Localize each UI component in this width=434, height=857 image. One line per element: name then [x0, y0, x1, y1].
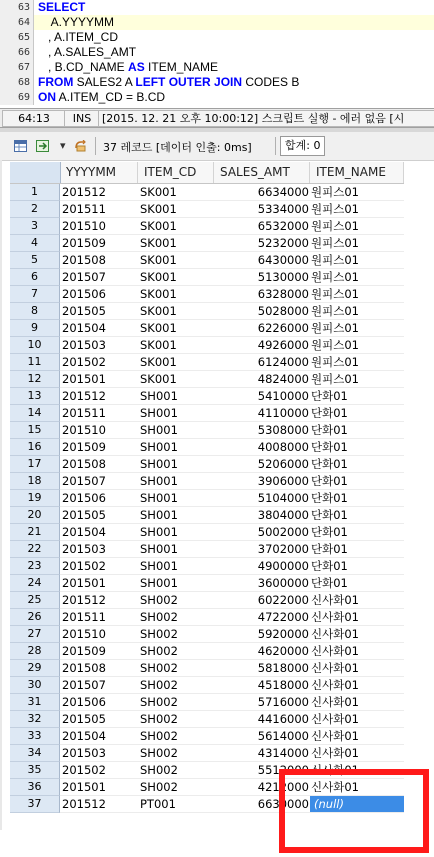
cell-sales-amt[interactable]: 5104000: [214, 490, 310, 507]
cell-yyyymm[interactable]: 201501: [60, 371, 138, 388]
cell-yyyymm[interactable]: 201511: [60, 201, 138, 218]
row-number[interactable]: 31: [10, 694, 60, 711]
column-header-item-cd[interactable]: ITEM_CD: [138, 162, 214, 183]
table-row[interactable]: [10, 592, 404, 609]
cell-item-cd[interactable]: SH001: [138, 490, 214, 507]
sql-text: SALES2 A: [73, 75, 136, 89]
cell-item-name[interactable]: 신사화01: [310, 626, 404, 643]
cell-yyyymm[interactable]: 201502: [60, 558, 138, 575]
cell-item-name[interactable]: 신사화01: [310, 609, 404, 626]
row-number[interactable]: 28: [10, 643, 60, 660]
cell-yyyymm[interactable]: 201503: [60, 745, 138, 762]
cell-sales-amt[interactable]: 6124000: [214, 354, 310, 371]
row-number[interactable]: 14: [10, 405, 60, 422]
cell-yyyymm[interactable]: 201512: [60, 388, 138, 405]
cell-item-cd[interactable]: SH002: [138, 711, 214, 728]
code-text: [38, 75, 299, 90]
cell-item-cd[interactable]: SH002: [138, 643, 214, 660]
table-row[interactable]: [10, 388, 404, 405]
sql-text: , A.ITEM_CD: [38, 30, 119, 44]
table-row[interactable]: [10, 405, 404, 422]
cell-item-name[interactable]: 단화01: [310, 422, 404, 439]
cell-sales-amt[interactable]: 6226000: [214, 320, 310, 337]
code-line[interactable]: [0, 45, 434, 60]
cell-sales-amt[interactable]: 5920000: [214, 626, 310, 643]
cell-item-name[interactable]: 단화01: [310, 541, 404, 558]
cell-yyyymm[interactable]: 201512: [60, 592, 138, 609]
table-row[interactable]: [10, 235, 404, 252]
code-text: [38, 60, 218, 75]
column-header-yyyymm[interactable]: YYYYMM: [60, 162, 138, 183]
table-row[interactable]: [10, 286, 404, 303]
cell-item-name[interactable]: 단화01: [310, 439, 404, 456]
cell-item-name[interactable]: 원피스01: [310, 337, 404, 354]
column-header-item-name[interactable]: ITEM_NAME: [310, 162, 404, 183]
cell-item-name[interactable]: 원피스01: [310, 320, 404, 337]
cell-yyyymm[interactable]: 201505: [60, 303, 138, 320]
cell-sales-amt[interactable]: 6634000: [214, 184, 310, 201]
cell-item-cd[interactable]: SH002: [138, 626, 214, 643]
cell-sales-amt[interactable]: 4110000: [214, 405, 310, 422]
cell-item-cd[interactable]: SH001: [138, 575, 214, 592]
row-number[interactable]: 13: [10, 388, 60, 405]
cell-yyyymm[interactable]: 201507: [60, 677, 138, 694]
table-row[interactable]: [10, 507, 404, 524]
table-row[interactable]: [10, 252, 404, 269]
cell-yyyymm[interactable]: 201510: [60, 218, 138, 235]
cell-yyyymm[interactable]: 201511: [60, 609, 138, 626]
cell-yyyymm[interactable]: 201502: [60, 354, 138, 371]
cell-sales-amt[interactable]: 4212000: [214, 779, 310, 796]
cell-item-cd[interactable]: SK001: [138, 337, 214, 354]
highlight-box: [279, 769, 429, 853]
table-row[interactable]: [10, 439, 404, 456]
grid-view-icon[interactable]: [14, 140, 27, 152]
row-number[interactable]: 27: [10, 626, 60, 643]
cell-sales-amt[interactable]: 5512000: [214, 762, 310, 779]
code-text: [38, 45, 136, 60]
cell-item-cd[interactable]: SH001: [138, 524, 214, 541]
record-count: 37 레코드 [데이터 인출: 0ms]: [103, 141, 252, 154]
cell-yyyymm[interactable]: 201501: [60, 779, 138, 796]
column-header-sales-amt[interactable]: SALES_AMT: [214, 162, 310, 183]
row-number[interactable]: 6: [10, 269, 60, 286]
code-line[interactable]: [0, 90, 434, 105]
table-row[interactable]: [10, 728, 404, 745]
table-row[interactable]: [10, 626, 404, 643]
table-row[interactable]: [10, 745, 404, 762]
cell-item-cd[interactable]: SH002: [138, 592, 214, 609]
row-number[interactable]: 34: [10, 745, 60, 762]
cell-item-name[interactable]: 신사화01: [310, 677, 404, 694]
cell-sales-amt[interactable]: 6630000: [214, 796, 310, 813]
row-number[interactable]: 23: [10, 558, 60, 575]
cell-item-name[interactable]: (null): [310, 796, 404, 813]
cell-sales-amt[interactable]: 6328000: [214, 286, 310, 303]
line-number: 69: [0, 90, 34, 105]
cell-sales-amt[interactable]: 5232000: [214, 235, 310, 252]
cell-item-cd[interactable]: SK001: [138, 354, 214, 371]
table-row[interactable]: [10, 609, 404, 626]
row-number[interactable]: 37: [10, 796, 60, 813]
table-row[interactable]: [10, 524, 404, 541]
cell-item-cd[interactable]: SK001: [138, 235, 214, 252]
cell-item-name[interactable]: 원피스01: [310, 354, 404, 371]
cell-item-cd[interactable]: SK001: [138, 371, 214, 388]
cell-sales-amt[interactable]: 6532000: [214, 218, 310, 235]
sql-text: , B.CD_NAME: [38, 60, 129, 74]
sql-text: CODES B: [242, 75, 300, 89]
row-number[interactable]: 8: [10, 303, 60, 320]
cell-item-name[interactable]: 원피스01: [310, 252, 404, 269]
cell-item-cd[interactable]: SH001: [138, 422, 214, 439]
row-number[interactable]: 20: [10, 507, 60, 524]
row-number[interactable]: 21: [10, 524, 60, 541]
select-all-corner[interactable]: [10, 162, 61, 183]
cell-sales-amt[interactable]: 4416000: [214, 711, 310, 728]
refresh-icon[interactable]: [74, 140, 87, 152]
row-number[interactable]: 17: [10, 456, 60, 473]
cell-sales-amt[interactable]: 5818000: [214, 660, 310, 677]
cell-item-name[interactable]: 신사화01: [310, 728, 404, 745]
row-number[interactable]: 11: [10, 354, 60, 371]
cell-item-name[interactable]: 단화01: [310, 405, 404, 422]
cell-item-cd[interactable]: SK001: [138, 201, 214, 218]
sql-text: A.ITEM_CD = B.CD: [56, 90, 166, 104]
cell-yyyymm[interactable]: 201505: [60, 711, 138, 728]
code-line[interactable]: [0, 30, 434, 45]
code-line[interactable]: [0, 0, 434, 15]
row-number[interactable]: 19: [10, 490, 60, 507]
table-row[interactable]: [10, 218, 404, 235]
sum-field[interactable]: 합계: 0: [280, 136, 325, 156]
cell-item-cd[interactable]: SH002: [138, 677, 214, 694]
cell-item-cd[interactable]: SH001: [138, 456, 214, 473]
cell-item-cd[interactable]: SK001: [138, 184, 214, 201]
table-row[interactable]: [10, 303, 404, 320]
cell-yyyymm[interactable]: 201509: [60, 643, 138, 660]
cell-item-cd[interactable]: SH001: [138, 388, 214, 405]
sql-editor[interactable]: [0, 0, 434, 108]
code-line[interactable]: [0, 60, 434, 75]
row-number[interactable]: 30: [10, 677, 60, 694]
cell-yyyymm[interactable]: 201510: [60, 422, 138, 439]
cell-yyyymm[interactable]: 201507: [60, 269, 138, 286]
cursor-position: 64:13: [2, 110, 66, 127]
cell-item-name[interactable]: 원피스01: [310, 371, 404, 388]
table-row[interactable]: [10, 490, 404, 507]
table-row[interactable]: [10, 337, 404, 354]
row-number[interactable]: 33: [10, 728, 60, 745]
table-row[interactable]: [10, 456, 404, 473]
cell-yyyymm[interactable]: 201505: [60, 507, 138, 524]
cell-item-name[interactable]: 원피스01: [310, 184, 404, 201]
cell-item-name[interactable]: 신사화01: [310, 660, 404, 677]
table-row[interactable]: [10, 354, 404, 371]
cell-item-cd[interactable]: SH002: [138, 609, 214, 626]
cell-sales-amt[interactable]: 6430000: [214, 252, 310, 269]
line-number: 67: [0, 60, 34, 75]
table-row[interactable]: [10, 422, 404, 439]
cell-item-name[interactable]: 단화01: [310, 473, 404, 490]
cell-sales-amt[interactable]: 4824000: [214, 371, 310, 388]
cell-sales-amt[interactable]: 4314000: [214, 745, 310, 762]
sql-text: , A.SALES_AMT: [38, 45, 137, 59]
cell-item-cd[interactable]: SK001: [138, 269, 214, 286]
cell-yyyymm[interactable]: 201506: [60, 286, 138, 303]
cell-sales-amt[interactable]: 6022000: [214, 592, 310, 609]
cell-item-name[interactable]: 원피스01: [310, 269, 404, 286]
cell-item-cd[interactable]: SH002: [138, 728, 214, 745]
cell-sales-amt[interactable]: 5410000: [214, 388, 310, 405]
sql-text: ITEM_NAME: [144, 60, 219, 74]
cell-yyyymm[interactable]: 201512: [60, 184, 138, 201]
cell-item-name[interactable]: 신사화01: [310, 694, 404, 711]
row-number[interactable]: 2: [10, 201, 60, 218]
editor-status-bar: [0, 108, 434, 128]
cell-yyyymm[interactable]: 201510: [60, 626, 138, 643]
cell-item-name[interactable]: 신사화01: [310, 779, 404, 796]
table-row[interactable]: [10, 711, 404, 728]
row-number[interactable]: 10: [10, 337, 60, 354]
cell-item-name[interactable]: 원피스01: [310, 303, 404, 320]
cell-yyyymm[interactable]: 201501: [60, 575, 138, 592]
cell-item-name[interactable]: 원피스01: [310, 235, 404, 252]
line-number: 66: [0, 45, 34, 60]
cell-sales-amt[interactable]: 3702000: [214, 541, 310, 558]
row-number[interactable]: 15: [10, 422, 60, 439]
cell-item-name[interactable]: 단화01: [310, 507, 404, 524]
row-number[interactable]: 4: [10, 235, 60, 252]
execution-message: [2015. 12. 21 오후 10:00:12] 스크립트 실행 - 에러 없음 [시: [98, 110, 434, 127]
cell-yyyymm[interactable]: 201504: [60, 524, 138, 541]
cell-sales-amt[interactable]: 5716000: [214, 694, 310, 711]
cell-item-name[interactable]: 신사화01: [310, 643, 404, 660]
cell-sales-amt[interactable]: 3906000: [214, 473, 310, 490]
row-number[interactable]: 5: [10, 252, 60, 269]
cell-item-name[interactable]: 신사화01: [310, 745, 404, 762]
sql-keyword: SELECT: [38, 0, 86, 14]
cell-sales-amt[interactable]: 5308000: [214, 422, 310, 439]
sql-keyword: FROM: [38, 75, 74, 89]
code-line[interactable]: [0, 15, 434, 30]
cell-yyyymm[interactable]: 201507: [60, 473, 138, 490]
cell-sales-amt[interactable]: 4008000: [214, 439, 310, 456]
sql-keyword: LEFT OUTER JOIN: [135, 75, 243, 89]
cell-item-cd[interactable]: SH001: [138, 473, 214, 490]
cell-item-cd[interactable]: SH002: [138, 779, 214, 796]
cell-item-name[interactable]: 신사화01: [310, 762, 404, 779]
table-row[interactable]: [10, 371, 404, 388]
code-text: [38, 90, 165, 105]
table-row[interactable]: [10, 269, 404, 286]
table-row[interactable]: [10, 541, 404, 558]
cell-item-cd[interactable]: SK001: [138, 218, 214, 235]
cell-sales-amt[interactable]: 5002000: [214, 524, 310, 541]
cell-sales-amt[interactable]: 4900000: [214, 558, 310, 575]
dropdown-arrow-icon[interactable]: ▾: [60, 139, 66, 152]
cell-item-name[interactable]: 단화01: [310, 524, 404, 541]
cell-yyyymm[interactable]: 201512: [60, 796, 138, 813]
insert-mode: INS: [64, 110, 100, 127]
cell-sales-amt[interactable]: 4722000: [214, 609, 310, 626]
cell-yyyymm[interactable]: 201508: [60, 252, 138, 269]
cell-item-name[interactable]: 원피스01: [310, 286, 404, 303]
cell-sales-amt[interactable]: 5334000: [214, 201, 310, 218]
row-number[interactable]: 12: [10, 371, 60, 388]
cell-item-cd[interactable]: SK001: [138, 286, 214, 303]
cell-sales-amt[interactable]: 4926000: [214, 337, 310, 354]
cell-item-cd[interactable]: SH001: [138, 507, 214, 524]
row-number[interactable]: 26: [10, 609, 60, 626]
table-row[interactable]: [10, 320, 404, 337]
grid-header: [10, 162, 404, 184]
export-icon[interactable]: [36, 140, 49, 152]
sql-keyword: ON: [38, 90, 56, 104]
cell-item-name[interactable]: 단화01: [310, 456, 404, 473]
cell-item-cd[interactable]: SH001: [138, 405, 214, 422]
cell-item-name[interactable]: 원피스01: [310, 218, 404, 235]
cell-item-cd[interactable]: SH001: [138, 541, 214, 558]
cell-yyyymm[interactable]: 201503: [60, 337, 138, 354]
row-number[interactable]: 1: [10, 184, 60, 201]
table-row[interactable]: [10, 184, 404, 201]
cell-sales-amt[interactable]: 5206000: [214, 456, 310, 473]
table-row[interactable]: [10, 643, 404, 660]
cell-yyyymm[interactable]: 201511: [60, 405, 138, 422]
cell-yyyymm[interactable]: 201508: [60, 660, 138, 677]
cell-item-cd[interactable]: SH001: [138, 439, 214, 456]
cell-sales-amt[interactable]: 5614000: [214, 728, 310, 745]
row-number[interactable]: 18: [10, 473, 60, 490]
cell-sales-amt[interactable]: 3804000: [214, 507, 310, 524]
row-number[interactable]: 25: [10, 592, 60, 609]
cell-sales-amt[interactable]: 5130000: [214, 269, 310, 286]
cell-item-cd[interactable]: SH002: [138, 660, 214, 677]
cell-yyyymm[interactable]: 201506: [60, 694, 138, 711]
row-number[interactable]: 29: [10, 660, 60, 677]
cell-item-name[interactable]: 단화01: [310, 575, 404, 592]
cell-item-cd[interactable]: SH002: [138, 694, 214, 711]
row-number[interactable]: 16: [10, 439, 60, 456]
cell-item-name[interactable]: 원피스01: [310, 201, 404, 218]
cell-item-cd[interactable]: PT001: [138, 796, 214, 813]
cell-yyyymm[interactable]: 201508: [60, 456, 138, 473]
cell-item-name[interactable]: 단화01: [310, 388, 404, 405]
code-text: [38, 15, 114, 30]
cell-item-cd[interactable]: SK001: [138, 303, 214, 320]
code-text: [38, 0, 85, 15]
table-row[interactable]: [10, 558, 404, 575]
row-number[interactable]: 22: [10, 541, 60, 558]
cell-yyyymm[interactable]: 201504: [60, 320, 138, 337]
table-row[interactable]: [10, 660, 404, 677]
cell-yyyymm[interactable]: 201503: [60, 541, 138, 558]
row-number[interactable]: 9: [10, 320, 60, 337]
cell-sales-amt[interactable]: 5028000: [214, 303, 310, 320]
cell-sales-amt[interactable]: 4518000: [214, 677, 310, 694]
cell-item-name[interactable]: 신사화01: [310, 711, 404, 728]
code-line[interactable]: [0, 75, 434, 90]
line-number: 64: [0, 15, 34, 30]
table-row[interactable]: [10, 201, 404, 218]
cell-item-name[interactable]: 신사화01: [310, 592, 404, 609]
row-number[interactable]: 35: [10, 762, 60, 779]
cell-item-name[interactable]: 단화01: [310, 558, 404, 575]
cell-item-name[interactable]: 단화01: [310, 490, 404, 507]
cell-yyyymm[interactable]: 201509: [60, 439, 138, 456]
cell-yyyymm[interactable]: 201506: [60, 490, 138, 507]
sql-text: A.YYYYMM: [38, 15, 115, 29]
cell-item-cd[interactable]: SK001: [138, 252, 214, 269]
cell-item-cd[interactable]: SH002: [138, 745, 214, 762]
cell-sales-amt[interactable]: 4620000: [214, 643, 310, 660]
cell-yyyymm[interactable]: 201509: [60, 235, 138, 252]
table-row[interactable]: [10, 694, 404, 711]
table-row[interactable]: [10, 575, 404, 592]
cell-item-cd[interactable]: SH002: [138, 762, 214, 779]
cell-item-cd[interactable]: SH001: [138, 558, 214, 575]
table-row[interactable]: [10, 473, 404, 490]
cell-sales-amt[interactable]: 3600000: [214, 575, 310, 592]
sql-keyword: AS: [128, 60, 145, 74]
cell-item-cd[interactable]: SK001: [138, 320, 214, 337]
line-number: 63: [0, 0, 34, 15]
line-number: 65: [0, 30, 34, 45]
row-number[interactable]: 3: [10, 218, 60, 235]
row-number[interactable]: 7: [10, 286, 60, 303]
row-number[interactable]: 32: [10, 711, 60, 728]
line-number: 68: [0, 75, 34, 90]
table-row[interactable]: [10, 677, 404, 694]
row-number[interactable]: 36: [10, 779, 60, 796]
result-toolbar: [0, 132, 434, 161]
row-number[interactable]: 24: [10, 575, 60, 592]
cell-yyyymm[interactable]: 201504: [60, 728, 138, 745]
code-text: [38, 30, 118, 45]
cell-yyyymm[interactable]: 201502: [60, 762, 138, 779]
